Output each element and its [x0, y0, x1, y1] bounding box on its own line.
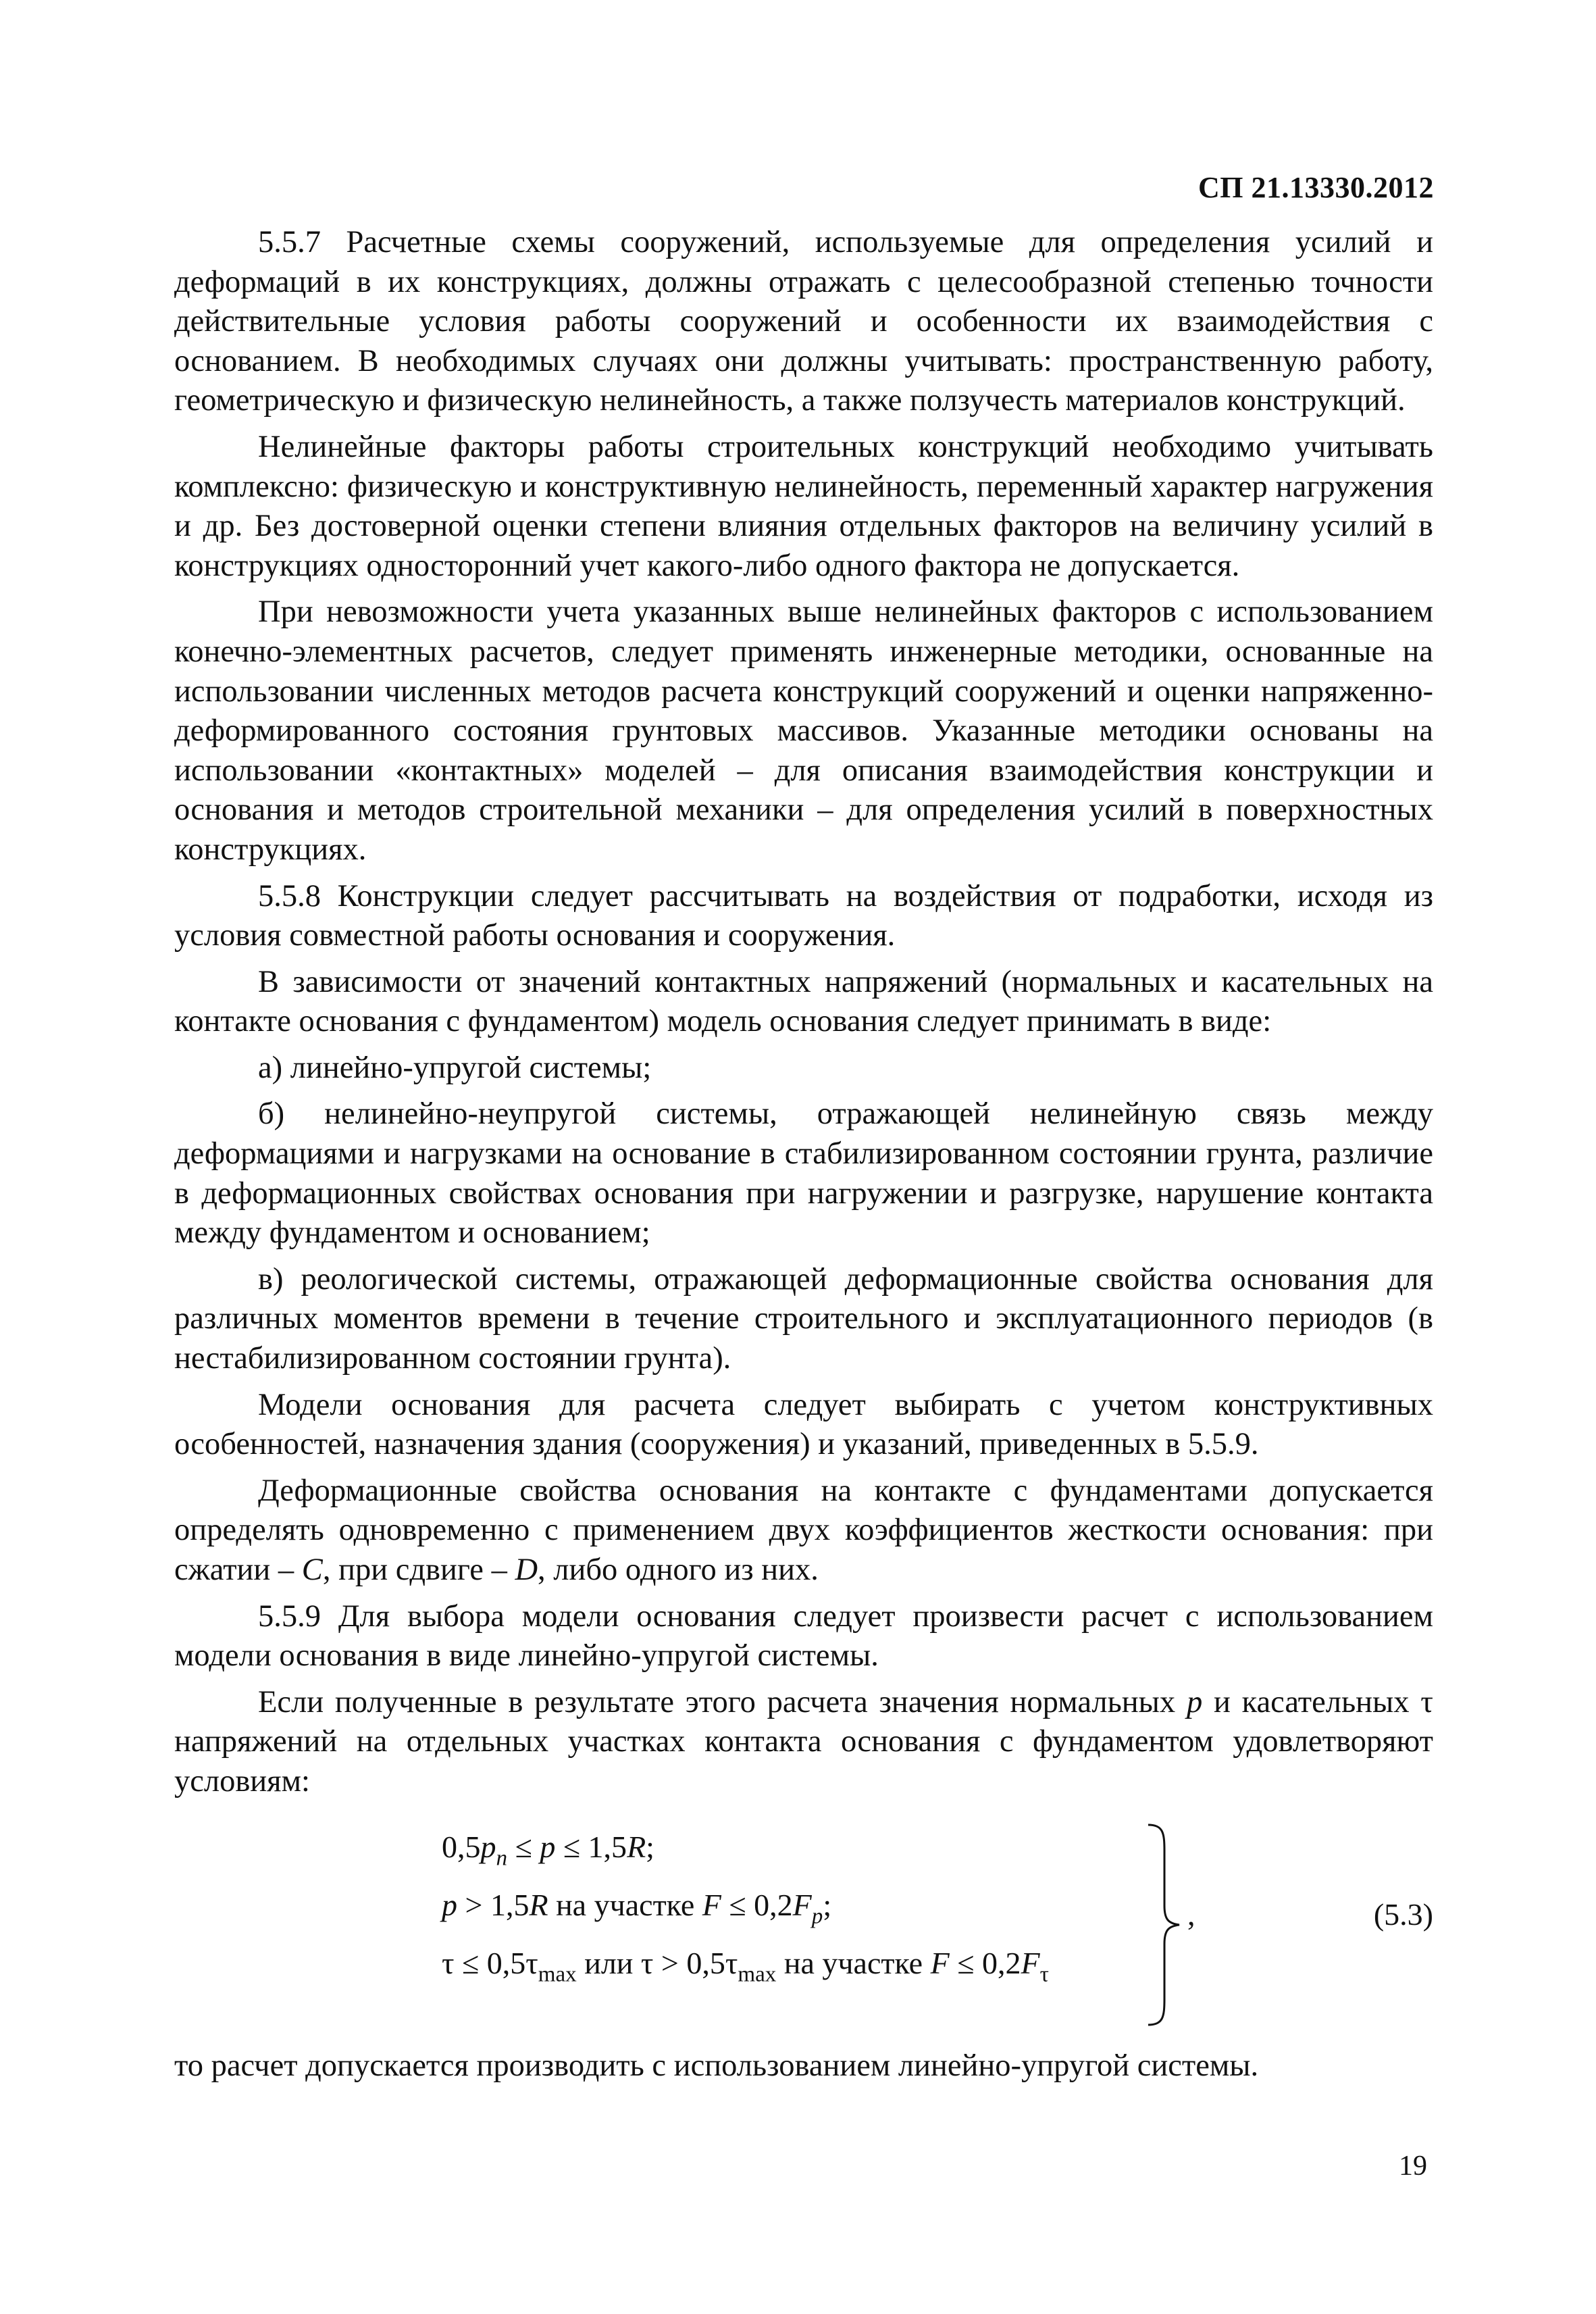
document-code: СП 21.13330.2012 — [1198, 171, 1434, 204]
paragraph-stiffness-coefficients: Деформационные свойства основания на контакте с фундаментами допускается определять одновременно с применением двух коэффициентов жесткости основания: при сжатии – C, при сдвиге – D, либо одного из них. — [174, 1473, 1433, 1587]
paragraph-5-5-9: 5.5.9 Для выбора модели основания следует произвести расчет с использованием модели основания в виде линейно-упругой системы. — [174, 1599, 1433, 1674]
formula-5-3 — [174, 1815, 1433, 2038]
list-item-c: в) реологической системы, отражающей деформационные свойства основания для различных моментов времени в течение строительного и эксплуатационного периодов (в нестабилизированном состоянии грунта). — [174, 1261, 1433, 1376]
page-number: 19 — [1399, 2150, 1427, 2182]
formula-conditions — [442, 1818, 1049, 1992]
formula-line-3: $\tau \le 0,5\tau_{max}$ или $\tau > 0,5\tau_{max}$ на участке $F \le 0,2F_\tau$ — [442, 1945, 1049, 1987]
list-item-b: б) нелинейно-неупругой системы, отражающей нелинейную связь между деформациями и нагрузками на основание в стабилизированном состоянии грунта, различие в деформационных свойствах основания при нагружении и разгрузке, нарушение контакта между фундаментом и основанием; — [174, 1097, 1433, 1251]
formula-comma: , — [1187, 1896, 1195, 1932]
paragraph-conditions-intro: Если полученные в результате этого расчета значения нормальных p и касательных τ напряжений на отдельных участках контакта основания с фундаментом удовлетворяют условиям: — [174, 1684, 1433, 1799]
paragraph-base-model: В зависимости от значений контактных напряжений (нормальных и касательных на контакте основания с фундаментом) модель основания следует принимать в виде: — [174, 964, 1433, 1039]
formula-line-1: $0,5p_n \le p \le 1,5R$; — [442, 1829, 654, 1871]
formula-line-2: p > 1,5R на участке $F \le 0,2F_p$; — [442, 1887, 832, 1929]
equation-number: (5.3) — [1373, 1896, 1433, 1932]
body-text — [174, 223, 1433, 2092]
paragraph-5-5-8: 5.5.8 Конструкции следует рассчитывать на воздействия от подработки, исходя из условия совместной работы основания и сооружения. — [174, 878, 1433, 953]
paragraph-model-selection: Модели основания для расчета следует выбирать с учетом конструктивных особенностей, назначения здания (сооружения) и указаний, приведенных в 5.5.9. — [174, 1387, 1433, 1462]
paragraph-engineering-methods: При невозможности учета указанных выше нелинейных факторов с использованием конечно-элементных расчетов, следует применять инженерные методики, основанные на использовании численных методов расчета конструкций сооружений и оценки напряженно-деформированного состояния грунтовых массивов. Указанные методики основаны на использовании «контактных» моделей – для описания взаимодействия конструкции и основания и методов строительной механики – для определения усилий в поверхностных конструкциях. — [174, 595, 1433, 867]
right-brace-icon — [1145, 1823, 1182, 2026]
paragraph-conclusion: то расчет допускается производить с использованием линейно-упругой системы. — [174, 2048, 1259, 2083]
paragraph-5-5-7: 5.5.7 Расчетные схемы сооружений, используемые для определения усилий и деформаций в их конструкциях, должны отражать с целесообразной степенью точности действительные условия работы сооружений и особенности их взаимодействия с основанием. В необходимых случаях они должны учитывать: пространственную работу, геометрическую и физическую нелинейность, а также ползучесть материалов конструкций. — [174, 225, 1433, 418]
paragraph-nonlinear-factors: Нелинейные факторы работы строительных конструкций необходимо учитывать комплексно: физическую и конструктивную нелинейность, переменный характер нагружения и др. Без достоверной оценки степени влияния отдельных факторов на величину усилий в конструкциях односторонний учет какого-либо одного фактора не допускается. — [174, 429, 1433, 583]
list-item-a: а) линейно-упругой системы; — [258, 1050, 652, 1085]
